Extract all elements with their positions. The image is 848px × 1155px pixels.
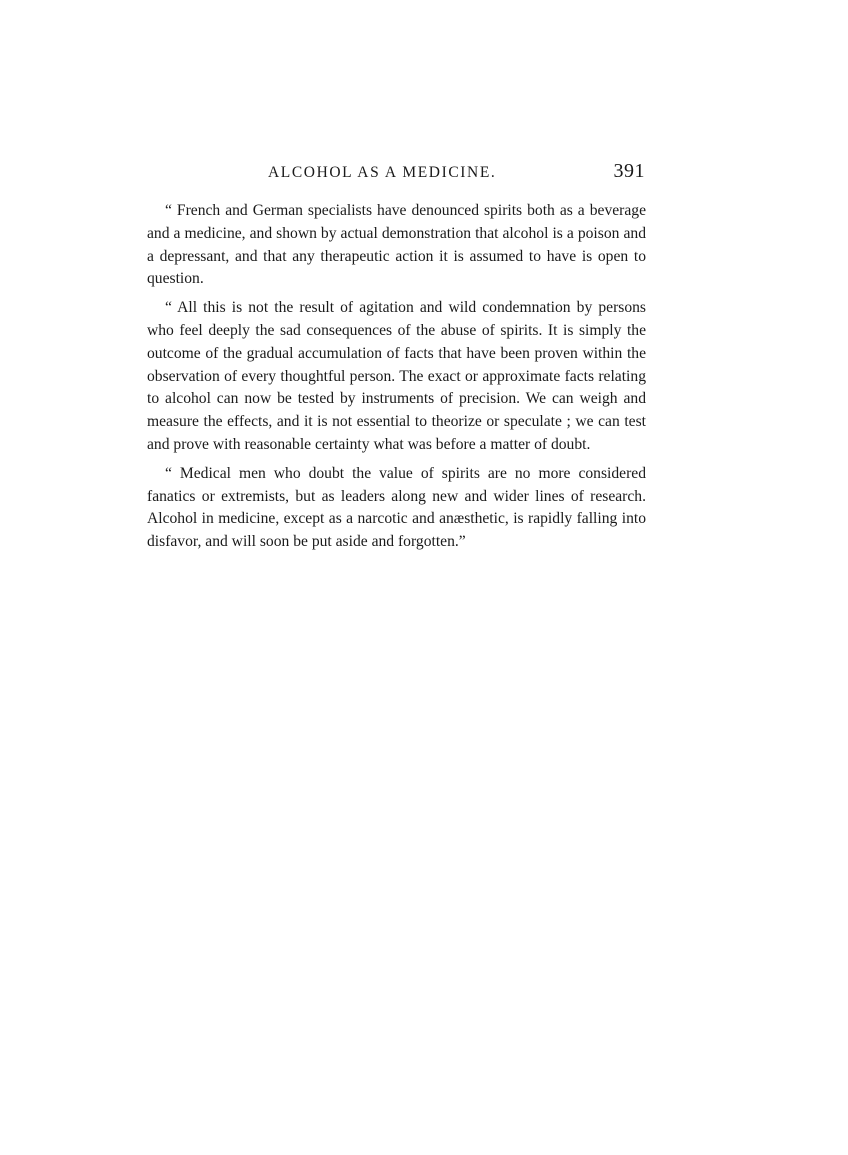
paragraph-3: “ Medical men who doubt the value of spirits are no more considered fanatics or extremists, but as leaders along new and wider lines of research. Alcohol in medicine, except as a narcotic and anæsthetic, is rapidly falling into disfavor, and will soon be put aside and forgotten.” <box>147 464 646 551</box>
paragraph-1: “ French and German specialists have denounced spirits both as a beverage and a medicine, and shown by actual demonstration that alcohol is a poison and a depressant, and that any therapeutic action it is assumed to have is open to question. <box>147 202 646 288</box>
paragraph-2: “ All this is not the result of agitation and wild condemnation by persons who feel deeply the sad consequences of the abuse of spirits. It is simply the outcome of the gradual accumulation of facts that have been proven within the observation of every thoughtful person. The exact or approximate facts relating to alcohol can now be tested by instruments of precision. We can weigh and measure the effects, and it is not essential to theorize or speculate ; we can test and prove with reasonable certainty what was before a matter of doubt. <box>147 299 646 453</box>
running-header <box>147 160 647 186</box>
body-text <box>147 200 646 560</box>
running-title: ALCOHOL AS A MEDICINE. <box>268 164 497 181</box>
page-number: 391 <box>613 160 645 182</box>
